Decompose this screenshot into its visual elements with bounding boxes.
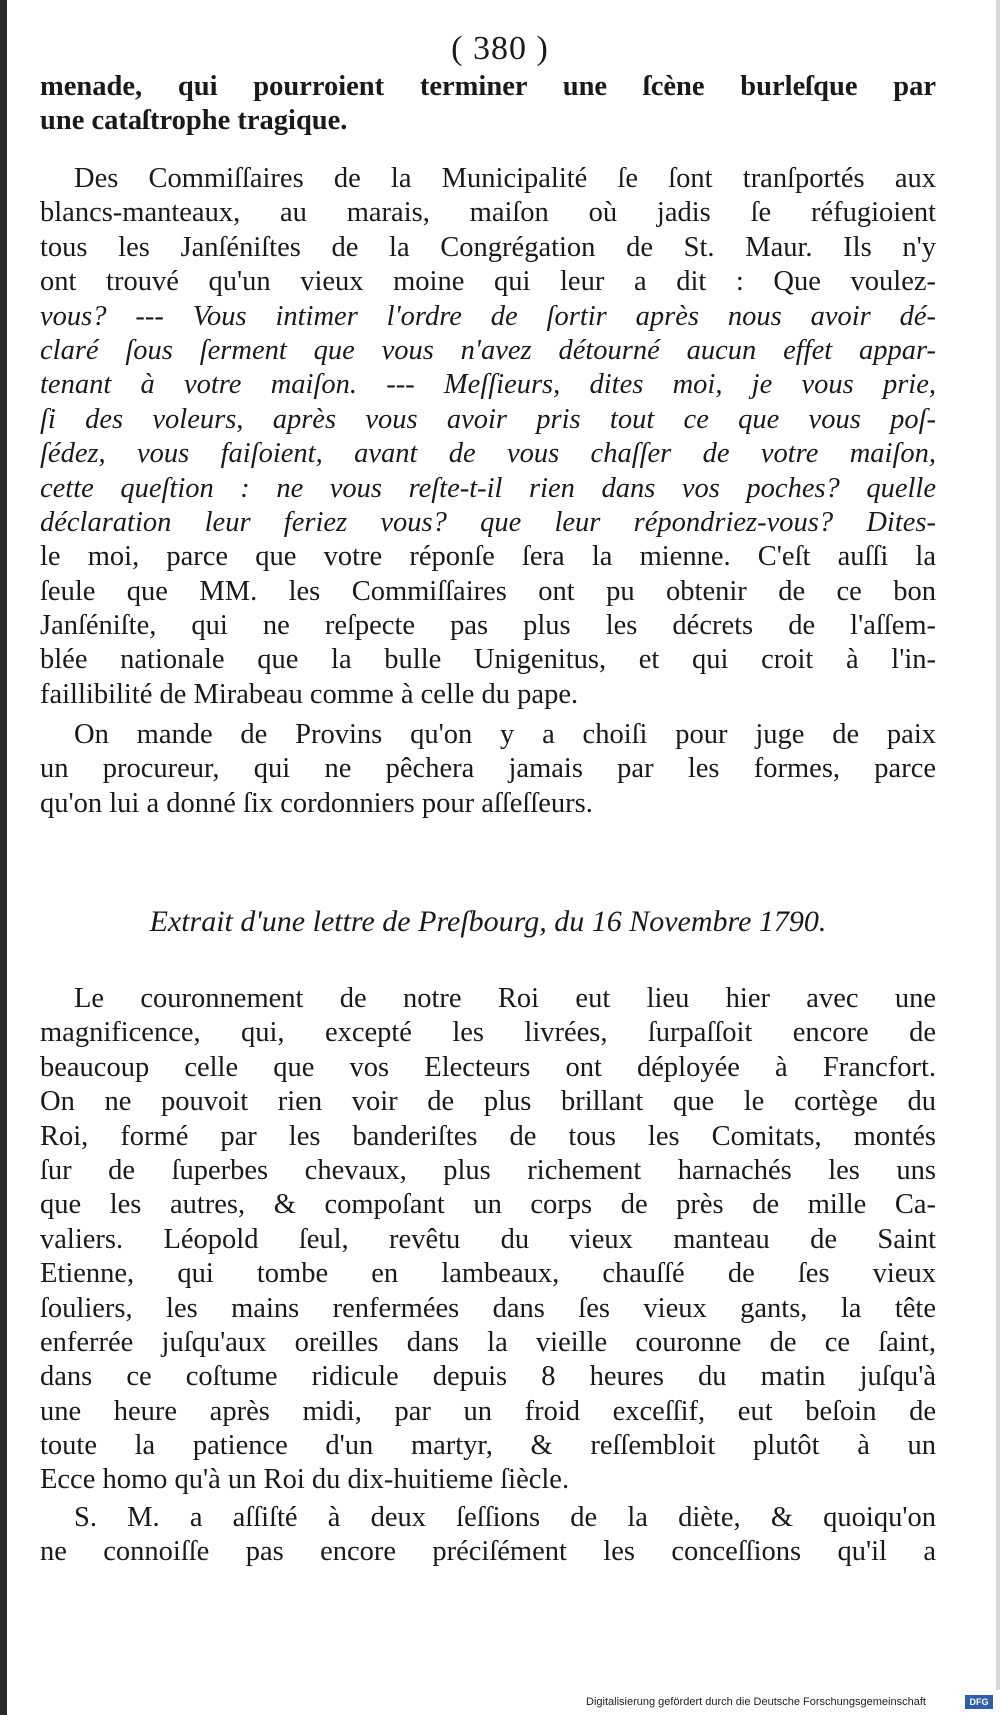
text-line: ſi des voleurs, après vous avoir pris tout ce que vous poſ-: [40, 403, 936, 435]
scan-edge-right: [996, 0, 1000, 1690]
text-line: une heure après midi, par un froid exceſſif, eut beſoin de: [40, 1395, 936, 1427]
scan-edge: [0, 0, 7, 1715]
section-heading: Extrait d'une lettre de Preſbourg, du 16 Novembre 1790.: [149, 905, 827, 938]
text-line: Des Commiſſaires de la Municipalité ſe ſont tranſportés aux: [74, 163, 936, 194]
text-line: tenant à votre maiſon. --- Meſſieurs, dites moi, je vous prie,: [40, 369, 936, 401]
text-line: ſédez, vous faiſoient, avant de vous chaſſer de votre maiſon,: [40, 438, 936, 470]
text-line: valiers. Léopold ſeul, revêtu du vieux manteau de Saint: [40, 1223, 936, 1255]
text-line: blancs-manteaux, au marais, maiſon où jadis ſe réfugioient: [40, 197, 936, 229]
text-line: enferrée juſqu'aux oreilles dans la vieille couronne de ce ſaint,: [40, 1326, 936, 1358]
text-line: Etienne, qui tombe en lambeaux, chauſſé de ſes vieux: [40, 1258, 936, 1290]
text-line: On mande de Provins qu'on y a choiſi pour juge de paix: [74, 719, 936, 750]
text-line: un procureur, qui ne pêchera jamais par les formes, parce: [40, 753, 936, 785]
dfg-logo: DFG: [965, 1695, 993, 1709]
text-line: beaucoup celle que vos Electeurs ont déployée à Francfort.: [40, 1051, 936, 1083]
text-line: tous les Janſéniſtes de la Congrégation de St. Maur. Ils n'y: [40, 231, 936, 263]
text-line: magnificence, qui, excepté les livrées, ſurpaſſoit encore de: [40, 1017, 936, 1049]
text-line: Le couronnement de notre Roi eut lieu hier avec une: [74, 983, 936, 1014]
text-line: déclaration leur feriez vous? que leur répondriez-vous? Dites-: [40, 506, 936, 538]
text-line: ne connoiſſe pas encore préciſément les conceſſions qu'il a: [40, 1536, 936, 1568]
text-line: ont trouvé qu'un vieux moine qui leur a dit : Que voulez-: [40, 266, 936, 298]
text-line: ſouliers, les mains renfermées dans ſes vieux gants, la tête: [40, 1292, 936, 1324]
text-line: le moi, parce que votre réponſe ſera la mienne. C'eſt auſſi la: [40, 541, 936, 573]
text-line: toute la patience d'un martyr, & reſſembloit plutôt à un: [40, 1430, 936, 1462]
text-line: cette queſtion : ne vous reſte-t-il rien dans vos poches? quelle: [40, 472, 936, 504]
text-line: ſur de ſuperbes chevaux, plus richement harnachés les uns: [40, 1154, 936, 1186]
text-line: qu'on lui a donné ſix cordonniers pour aſſeſſeurs.: [40, 787, 593, 819]
text-line: On ne pouvoit rien voir de plus brillant que le cortège du: [40, 1086, 936, 1118]
footer-credit: Digitalisierung gefördert durch die Deutsche Forschungsgemeinschaft: [586, 1696, 926, 1708]
text-line: dans ce coſtume ridicule depuis 8 heures du matin juſqu'à: [40, 1361, 936, 1393]
paragraph-4: [40, 982, 936, 1498]
text-line: blée nationale que la bulle Unigenitus, et qui croit à l'in-: [40, 644, 936, 676]
text-line: Ecce homo qu'à un Roi du dix-huitieme ſiècle.: [40, 1464, 570, 1496]
text-line: S. M. a aſſiſté à deux ſeſſions de la diète, & quoiqu'on: [74, 1502, 936, 1533]
text-line: claré ſous ſerment que vous n'avez détourné aucun effet appar-: [40, 334, 936, 366]
paragraph-3: [40, 718, 936, 821]
text-line: ſeule que MM. les Commiſſaires ont pu obtenir de ce bon: [40, 575, 936, 607]
text-line: vous? --- Vous intimer l'ordre de ſortir après nous avoir dé-: [40, 300, 936, 332]
text-line: Roi, formé par les banderiſtes de tous les Comitats, montés: [40, 1120, 936, 1152]
paragraph-1: [40, 70, 936, 139]
text-line: Janſéniſte, qui ne reſpecte pas plus les décrets de l'aſſem-: [40, 610, 936, 642]
text-line: faillibilité de Mirabeau comme à celle du pape.: [40, 678, 579, 710]
paragraph-5: [40, 1501, 936, 1570]
text-line: une cataſtrophe tragique.: [40, 105, 348, 137]
page-number: ( 380 ): [451, 30, 549, 67]
text-line: que les autres, & compoſant un corps de près de mille Ca-: [40, 1189, 936, 1221]
text-line: menade, qui pourroient terminer une ſcène burleſque par: [40, 71, 936, 102]
paragraph-2: [40, 162, 936, 712]
